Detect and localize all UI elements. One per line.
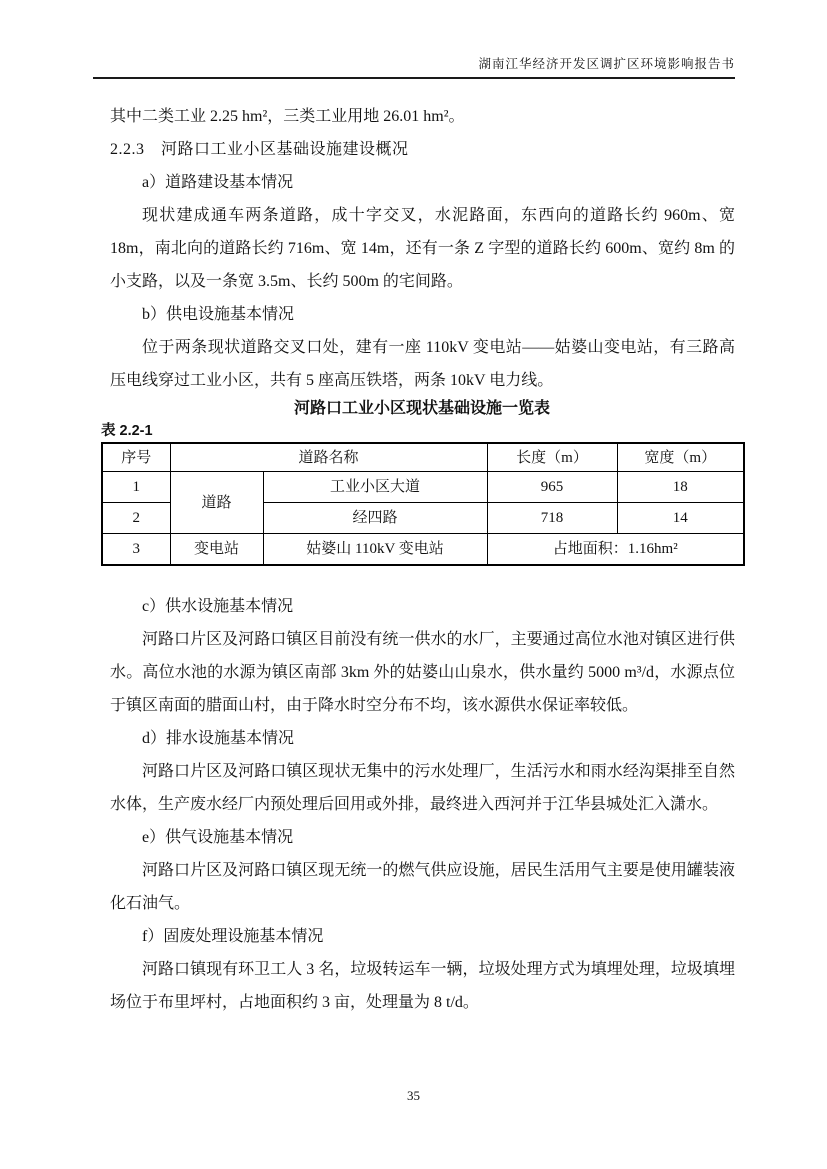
- cell-area: 占地面积：1.16hm²: [487, 534, 744, 566]
- cell-substation-name: 姑婆山 110kV 变电站: [263, 534, 487, 566]
- infrastructure-table-block: [101, 397, 743, 566]
- cell-length: 718: [487, 503, 617, 534]
- running-header-title: 湖南江华经济开发区调扩区环境影响报告书: [478, 57, 735, 71]
- subheading-a: a）道路建设基本情况: [142, 174, 294, 191]
- paragraph-power: 位于两条现状道路交叉口处，建有一座 110kV 变电站——姑婆山变电站，有三路高压电线穿过工业小区，共有 5 座高压铁塔，两条 10kV 电力线。: [110, 339, 735, 389]
- page-footer: [0, 1088, 827, 1104]
- section-heading-2-2-3: 2.2.3 河路口工业小区基础设施建设概况: [110, 141, 409, 158]
- page-body: [101, 100, 735, 1019]
- paragraph-water-supply: 河路口片区及河路口镇区目前没有统一供水的水厂，主要通过高位水池对镇区进行供水。高位水池的水源为镇区南部 3km 外的姑婆山山泉水，供水量约 5000 m³/d，水源点位于镇区南面的腊面山村，由于降水时空分布不均，该水源供水保证率较低。: [110, 631, 735, 714]
- cell-category-road: 道路: [170, 472, 263, 534]
- cell-category-substation: 变电站: [170, 534, 263, 566]
- col-header-name: 道路名称: [170, 443, 487, 472]
- cell-width: 18: [617, 472, 744, 503]
- table-row: [102, 534, 744, 566]
- table-header-row: [102, 443, 744, 472]
- paragraph-solid-waste: 河路口镇现有环卫工人 3 名，垃圾转运车一辆，垃圾处理方式为填埋处理，垃圾填埋场位于布里坪村，占地面积约 3 亩，处理量为 8 t/d。: [110, 961, 735, 1011]
- infrastructure-table: [101, 442, 745, 566]
- table-title: 河路口工业小区现状基础设施一览表: [293, 400, 550, 417]
- subheading-b: b）供电设施基本情况: [142, 306, 295, 323]
- col-header-width: 宽度（m）: [617, 443, 744, 472]
- cell-length: 965: [487, 472, 617, 503]
- subheading-f: f）固废处理设施基本情况: [142, 928, 324, 945]
- table-row: [102, 472, 744, 503]
- cell-no: 3: [102, 534, 170, 566]
- table-label: 表 2.2-1: [101, 423, 153, 439]
- col-header-length: 长度（m）: [487, 443, 617, 472]
- cell-no: 1: [102, 472, 170, 503]
- cell-road-name: 经四路: [263, 503, 487, 534]
- subheading-c: c）供水设施基本情况: [142, 598, 294, 615]
- col-header-no: 序号: [102, 443, 170, 472]
- continuation-line: 其中二类工业 2.25 hm²，三类工业用地 26.01 hm²。: [110, 108, 465, 125]
- running-header: [93, 56, 735, 79]
- cell-width: 14: [617, 503, 744, 534]
- paragraph-gas: 河路口片区及河路口镇区现无统一的燃气供应设施，居民生活用气主要是使用罐装液化石油气。: [110, 862, 735, 912]
- subheading-d: d）排水设施基本情况: [142, 730, 295, 747]
- paragraph-drainage: 河路口片区及河路口镇区现状无集中的污水处理厂，生活污水和雨水经沟渠排至自然水体，生产废水经厂内预处理后回用或外排，最终进入西河并于江华县城处汇入潇水。: [110, 763, 735, 813]
- subheading-e: e）供气设施基本情况: [142, 829, 294, 846]
- cell-no: 2: [102, 503, 170, 534]
- page-number: 35: [407, 1088, 420, 1103]
- cell-road-name: 工业小区大道: [263, 472, 487, 503]
- paragraph-roads: 现状建成通车两条道路，成十字交叉，水泥路面，东西向的道路长约 960m、宽 18m，南北向的道路长约 716m、宽 14m，还有一条 Z 字型的道路长约 600m、宽约 8m 的小支路，以及一条宽 3.5m、长约 500m 的宅间路。: [110, 207, 735, 290]
